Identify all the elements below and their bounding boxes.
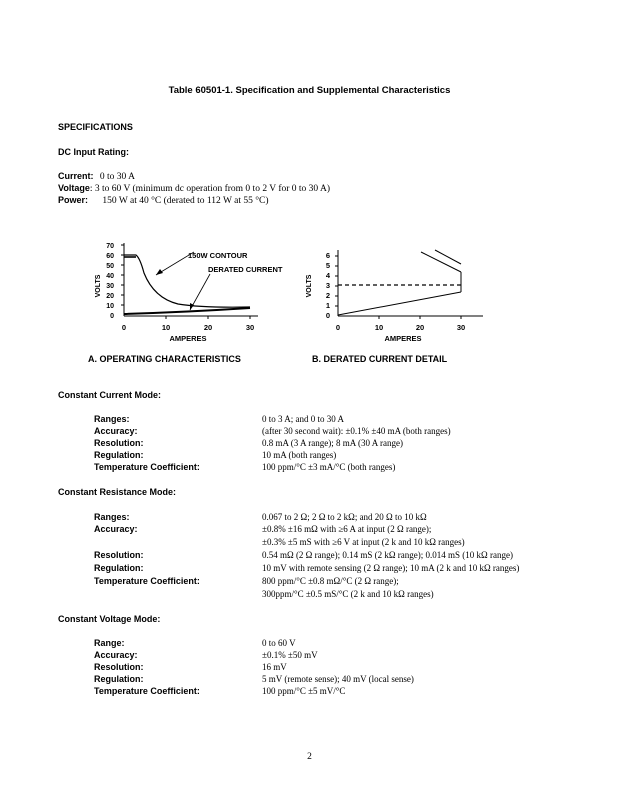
figure-b-xtick: 30 bbox=[456, 323, 466, 332]
table-title: Table 60501-1. Specification and Supplemental Characteristics bbox=[168, 85, 451, 96]
dc-power-line bbox=[58, 195, 269, 206]
figure-b-ytick: 6 bbox=[325, 251, 330, 260]
spec-value: 5 mV (remote sense); 40 mV (local sense) bbox=[262, 674, 414, 684]
spec-label: Resolution: bbox=[94, 662, 144, 672]
spec-label: Temperature Coefficient: bbox=[94, 576, 200, 586]
contour-annotation: 150W CONTOUR bbox=[188, 251, 248, 260]
spec-label: Accuracy: bbox=[94, 524, 138, 534]
figure-b-ylabel: VOLTS bbox=[306, 274, 313, 298]
figure-b-ytick: 3 bbox=[325, 281, 330, 290]
dc-current-value: 0 to 30 A bbox=[99, 172, 135, 182]
spec-label: Regulation: bbox=[94, 563, 144, 573]
cv-heading: Constant Voltage Mode: bbox=[58, 614, 161, 624]
spec-value: 0 to 60 V bbox=[262, 638, 296, 648]
figure-b-curves bbox=[338, 250, 461, 315]
figure-a-ytick: 60 bbox=[106, 253, 114, 260]
dc-power-label: Power: bbox=[58, 195, 89, 205]
operating-characteristics-figure bbox=[88, 238, 288, 348]
figure-a-xtick: 10 bbox=[161, 323, 171, 332]
spec-value: ±0.8% ±16 mΩ with ≥6 A at input (2 Ω range); bbox=[262, 524, 432, 534]
contour-arrowhead bbox=[156, 269, 163, 275]
spec-value: 0.54 mΩ (2 Ω range); 0.14 mS (2 kΩ range); 0.014 mS (10 kΩ range) bbox=[262, 550, 513, 560]
spec-value: 10 mV with remote sensing (2 Ω range); 10 mA (2 k and 10 kΩ ranges) bbox=[262, 563, 520, 573]
figure-b-ytick: 4 bbox=[325, 271, 330, 280]
figure-a-xtick: 0 bbox=[121, 323, 127, 332]
spec-label: Resolution: bbox=[94, 438, 144, 448]
spec-label: Ranges: bbox=[94, 512, 130, 522]
spec-value: 0 to 3 A; and 0 to 30 A bbox=[262, 414, 345, 424]
spec-value: (after 30 second wait): ±0.1% ±40 mA (both ranges) bbox=[262, 426, 451, 436]
figure-a-ytick: 40 bbox=[106, 273, 114, 280]
spec-value: 100 ppm/°C ±5 mV/°C bbox=[262, 686, 346, 696]
figure-a-curves bbox=[124, 252, 250, 314]
derated-current-curve bbox=[124, 308, 250, 314]
page-number: 2 bbox=[307, 752, 312, 762]
spec-value: 10 mA (both ranges) bbox=[262, 450, 337, 460]
dc-voltage-label: Voltage bbox=[58, 183, 90, 193]
spec-label: Range: bbox=[94, 638, 125, 648]
figure-a-ytick: 0 bbox=[110, 313, 114, 320]
figure-a-ytick: 30 bbox=[106, 283, 114, 290]
figure-b-xlabel: AMPERES bbox=[384, 334, 422, 343]
spec-label: Temperature Coefficient: bbox=[94, 686, 200, 696]
dc-current-line bbox=[58, 171, 135, 182]
spec-value: ±0.3% ±5 mS with ≥6 V at input (2 k and 10 kΩ ranges) bbox=[262, 537, 465, 547]
dc-voltage-line bbox=[58, 183, 330, 194]
figure-a-ylabel: VOLTS bbox=[95, 274, 102, 298]
figure-a-ytick: 70 bbox=[106, 243, 114, 250]
spec-value: 100 ppm/°C ±3 mA/°C (both ranges) bbox=[262, 462, 396, 472]
dc-current-label: Current: bbox=[58, 171, 94, 181]
figure-a-xtick: 20 bbox=[203, 323, 213, 332]
power-contour-curve bbox=[124, 255, 250, 307]
figure-b-xtick: 0 bbox=[335, 323, 341, 332]
spec-value: 0.8 mA (3 A range); 8 mA (30 A range) bbox=[262, 438, 403, 448]
figure-a-caption: A. OPERATING CHARACTERISTICS bbox=[88, 354, 241, 364]
dc-voltage-value: : 3 to 60 V (minimum dc operation from 0 to 2 V for 0 to 30 A) bbox=[89, 184, 331, 194]
figure-b-ytick: 5 bbox=[325, 261, 330, 270]
derated-current-detail-figure bbox=[303, 242, 493, 348]
specifications-heading: SPECIFICATIONS bbox=[58, 122, 133, 132]
figure-b-ytick: 2 bbox=[325, 291, 330, 300]
figure-b-caption: B. DERATED CURRENT DETAIL bbox=[312, 354, 448, 364]
figure-a-ytick: 50 bbox=[106, 263, 114, 270]
figure-b-ytick: 1 bbox=[325, 301, 330, 310]
spec-value: 300ppm/°C ±0.5 mS/°C (2 k and 10 kΩ ranges) bbox=[262, 589, 434, 599]
figure-a-ytick: 10 bbox=[106, 303, 114, 310]
figure-a-xtick: 30 bbox=[245, 323, 255, 332]
spec-value: 0.067 to 2 Ω; 2 Ω to 2 kΩ; and 20 Ω to 10 kΩ bbox=[262, 512, 427, 522]
figure-b-xtick: 20 bbox=[415, 323, 425, 332]
spec-value: 16 mV bbox=[262, 662, 287, 672]
spec-label: Accuracy: bbox=[94, 650, 138, 660]
figure-a-yticks bbox=[106, 243, 114, 320]
cc-heading: Constant Current Mode: bbox=[58, 390, 161, 400]
spec-value: 800 ppm/°C ±0.8 mΩ/°C (2 Ω range); bbox=[262, 576, 399, 586]
cr-heading: Constant Resistance Mode: bbox=[58, 487, 177, 497]
spec-label: Regulation: bbox=[94, 450, 144, 460]
spec-value: ±0.1% ±50 mV bbox=[262, 650, 318, 660]
spec-label: Ranges: bbox=[94, 414, 130, 424]
figure-b-ytick: 0 bbox=[325, 311, 330, 320]
spec-label: Accuracy: bbox=[94, 426, 138, 436]
figure-a-xlabel: AMPERES bbox=[169, 334, 207, 343]
derated-annotation: DERATED CURRENT bbox=[208, 265, 283, 274]
figure-b-xtick: 10 bbox=[374, 323, 384, 332]
spec-label: Resolution: bbox=[94, 550, 144, 560]
figure-a-ytick: 20 bbox=[106, 293, 114, 300]
dc-input-heading: DC Input Rating: bbox=[58, 147, 129, 157]
dc-power-value: 150 W at 40 °C (derated to 112 W at 55 °C) bbox=[102, 196, 269, 206]
spec-label: Regulation: bbox=[94, 674, 144, 684]
spec-label: Temperature Coefficient: bbox=[94, 462, 200, 472]
